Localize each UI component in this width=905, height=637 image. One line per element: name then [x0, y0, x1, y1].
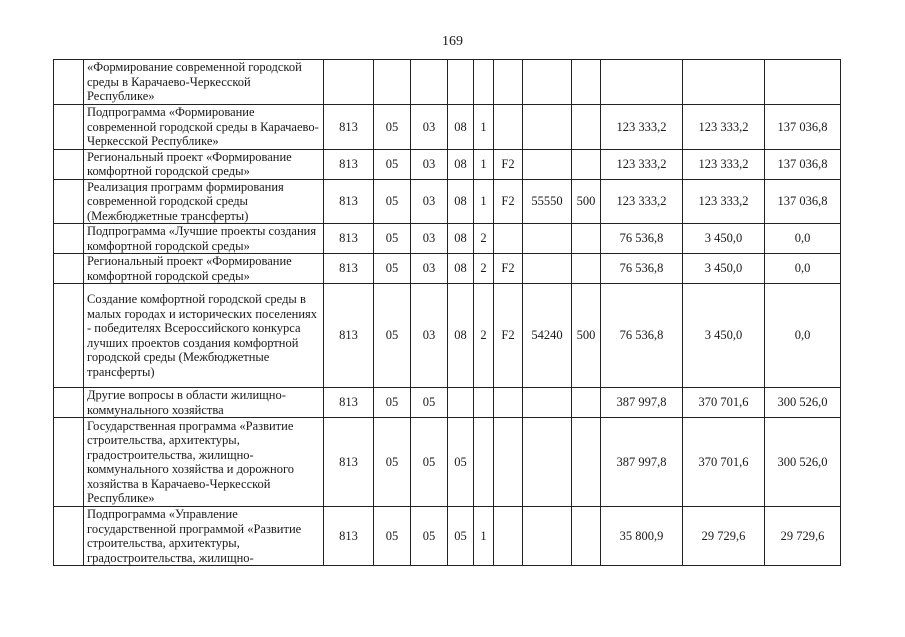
- amount-year-3: 137 036,8: [765, 179, 841, 224]
- table-row: [54, 254, 841, 284]
- target-article-project: [494, 105, 523, 150]
- ved-code: 813: [324, 224, 374, 254]
- subsection-code: 05: [411, 507, 448, 566]
- num-cell: [54, 105, 84, 150]
- target-article-program: 08: [448, 284, 474, 388]
- amount-year-2: [683, 60, 765, 105]
- num-cell: [54, 388, 84, 418]
- amount-year-1: 123 333,2: [601, 105, 683, 150]
- section-code: 05: [374, 507, 411, 566]
- num-cell: [54, 507, 84, 566]
- section-code: 05: [374, 179, 411, 224]
- amount-year-2: 370 701,6: [683, 418, 765, 507]
- item-name: Государственная программа «Развитие строительства, архитектуры, градостроительства, жилищно-коммунального хозяйства и дорожного хозяйства в Карачаево-Черкесской Республике»: [84, 418, 324, 507]
- amount-year-3: 300 526,0: [765, 418, 841, 507]
- expense-type-code: [572, 388, 601, 418]
- ved-code: 813: [324, 418, 374, 507]
- table-row: [54, 418, 841, 507]
- target-article-direction: [523, 507, 572, 566]
- expense-type-code: [572, 507, 601, 566]
- amount-year-2: 29 729,6: [683, 507, 765, 566]
- amount-year-3: 137 036,8: [765, 149, 841, 179]
- target-article-project: [494, 418, 523, 507]
- target-article-project: [494, 60, 523, 105]
- target-article-direction: [523, 224, 572, 254]
- amount-year-3: 0,0: [765, 254, 841, 284]
- subsection-code: 03: [411, 254, 448, 284]
- item-name: Региональный проект «Формирование комфортной городской среды»: [84, 254, 324, 284]
- target-article-subprogram: 2: [474, 284, 494, 388]
- amount-year-1: 123 333,2: [601, 149, 683, 179]
- amount-year-2: 3 450,0: [683, 254, 765, 284]
- expense-type-code: [572, 105, 601, 150]
- amount-year-3: 29 729,6: [765, 507, 841, 566]
- item-name: Подпрограмма «Формирование современной городской среды в Карачаево-Черкесской Республике»: [84, 105, 324, 150]
- amount-year-2: 3 450,0: [683, 224, 765, 254]
- target-article-direction: [523, 418, 572, 507]
- item-name: Реализация программ формирования современной городской среды (Межбюджетные трансферты): [84, 179, 324, 224]
- target-article-subprogram: [474, 60, 494, 105]
- subsection-code: 03: [411, 149, 448, 179]
- section-code: 05: [374, 254, 411, 284]
- amount-year-2: 370 701,6: [683, 388, 765, 418]
- ved-code: 813: [324, 507, 374, 566]
- section-code: [374, 60, 411, 105]
- ved-code: 813: [324, 284, 374, 388]
- section-code: 05: [374, 105, 411, 150]
- target-article-project: F2: [494, 149, 523, 179]
- amount-year-1: 76 536,8: [601, 254, 683, 284]
- ved-code: 813: [324, 388, 374, 418]
- item-name: Подпрограмма «Лучшие проекты создания комфортной городской среды»: [84, 224, 324, 254]
- table-row: [54, 179, 841, 224]
- target-article-subprogram: 2: [474, 224, 494, 254]
- subsection-code: 05: [411, 388, 448, 418]
- amount-year-1: [601, 60, 683, 105]
- target-article-project: [494, 507, 523, 566]
- table-row: [54, 388, 841, 418]
- table-row: [54, 284, 841, 388]
- target-article-program: [448, 60, 474, 105]
- target-article-program: 05: [448, 507, 474, 566]
- target-article-subprogram: 1: [474, 507, 494, 566]
- target-article-project: F2: [494, 179, 523, 224]
- num-cell: [54, 284, 84, 388]
- amount-year-2: 3 450,0: [683, 284, 765, 388]
- ved-code: [324, 60, 374, 105]
- section-code: 05: [374, 224, 411, 254]
- target-article-direction: 54240: [523, 284, 572, 388]
- table-row: [54, 224, 841, 254]
- amount-year-3: [765, 60, 841, 105]
- amount-year-3: 0,0: [765, 224, 841, 254]
- target-article-direction: 55550: [523, 179, 572, 224]
- table-row: [54, 60, 841, 105]
- item-name: Региональный проект «Формирование комфортной городской среды»: [84, 149, 324, 179]
- expense-type-code: 500: [572, 179, 601, 224]
- subsection-code: 03: [411, 105, 448, 150]
- subsection-code: 03: [411, 284, 448, 388]
- amount-year-1: 76 536,8: [601, 284, 683, 388]
- amount-year-1: 76 536,8: [601, 224, 683, 254]
- subsection-code: 05: [411, 418, 448, 507]
- subsection-code: 03: [411, 224, 448, 254]
- table-row: [54, 105, 841, 150]
- page-number: 169: [442, 34, 463, 49]
- target-article-subprogram: [474, 388, 494, 418]
- section-code: 05: [374, 149, 411, 179]
- subsection-code: [411, 60, 448, 105]
- ved-code: 813: [324, 105, 374, 150]
- amount-year-2: 123 333,2: [683, 105, 765, 150]
- amount-year-1: 387 997,8: [601, 418, 683, 507]
- ved-code: 813: [324, 179, 374, 224]
- target-article-project: F2: [494, 284, 523, 388]
- target-article-program: 05: [448, 418, 474, 507]
- expense-type-code: [572, 254, 601, 284]
- amount-year-3: 0,0: [765, 284, 841, 388]
- target-article-program: 08: [448, 224, 474, 254]
- target-article-subprogram: 1: [474, 179, 494, 224]
- num-cell: [54, 60, 84, 105]
- num-cell: [54, 418, 84, 507]
- num-cell: [54, 149, 84, 179]
- expense-type-code: [572, 418, 601, 507]
- amount-year-3: 300 526,0: [765, 388, 841, 418]
- target-article-subprogram: 1: [474, 149, 494, 179]
- section-code: 05: [374, 284, 411, 388]
- ved-code: 813: [324, 149, 374, 179]
- expense-type-code: [572, 60, 601, 105]
- target-article-project: F2: [494, 254, 523, 284]
- amount-year-1: 35 800,9: [601, 507, 683, 566]
- expense-type-code: 500: [572, 284, 601, 388]
- target-article-project: [494, 224, 523, 254]
- num-cell: [54, 224, 84, 254]
- budget-table: [53, 59, 841, 566]
- target-article-program: 08: [448, 105, 474, 150]
- target-article-subprogram: 1: [474, 105, 494, 150]
- target-article-direction: [523, 60, 572, 105]
- amount-year-2: 123 333,2: [683, 149, 765, 179]
- target-article-subprogram: 2: [474, 254, 494, 284]
- subsection-code: 03: [411, 179, 448, 224]
- target-article-program: 08: [448, 179, 474, 224]
- target-article-subprogram: [474, 418, 494, 507]
- target-article-program: [448, 388, 474, 418]
- item-name: Подпрограмма «Управление государственной программой «Развитие строительства, архитектуры, градостроительства, жилищно-: [84, 507, 324, 566]
- section-code: 05: [374, 388, 411, 418]
- target-article-project: [494, 388, 523, 418]
- expense-type-code: [572, 149, 601, 179]
- ved-code: 813: [324, 254, 374, 284]
- amount-year-1: 387 997,8: [601, 388, 683, 418]
- num-cell: [54, 179, 84, 224]
- num-cell: [54, 254, 84, 284]
- target-article-direction: [523, 149, 572, 179]
- item-name: Другие вопросы в области жилищно-коммунального хозяйства: [84, 388, 324, 418]
- target-article-program: 08: [448, 149, 474, 179]
- amount-year-1: 123 333,2: [601, 179, 683, 224]
- section-code: 05: [374, 418, 411, 507]
- table-row: [54, 149, 841, 179]
- target-article-direction: [523, 105, 572, 150]
- target-article-program: 08: [448, 254, 474, 284]
- expense-type-code: [572, 224, 601, 254]
- amount-year-2: 123 333,2: [683, 179, 765, 224]
- target-article-direction: [523, 254, 572, 284]
- table-row: [54, 507, 841, 566]
- item-name: Создание комфортной городской среды в малых городах и исторических поселениях - победителях Всероссийского конкурса лучших проектов создания комфортной городской среды (Межбюджетные трансферты): [84, 284, 324, 388]
- target-article-direction: [523, 388, 572, 418]
- item-name: «Формирование современной городской среды в Карачаево-Черкесской Республике»: [84, 60, 324, 105]
- amount-year-3: 137 036,8: [765, 105, 841, 150]
